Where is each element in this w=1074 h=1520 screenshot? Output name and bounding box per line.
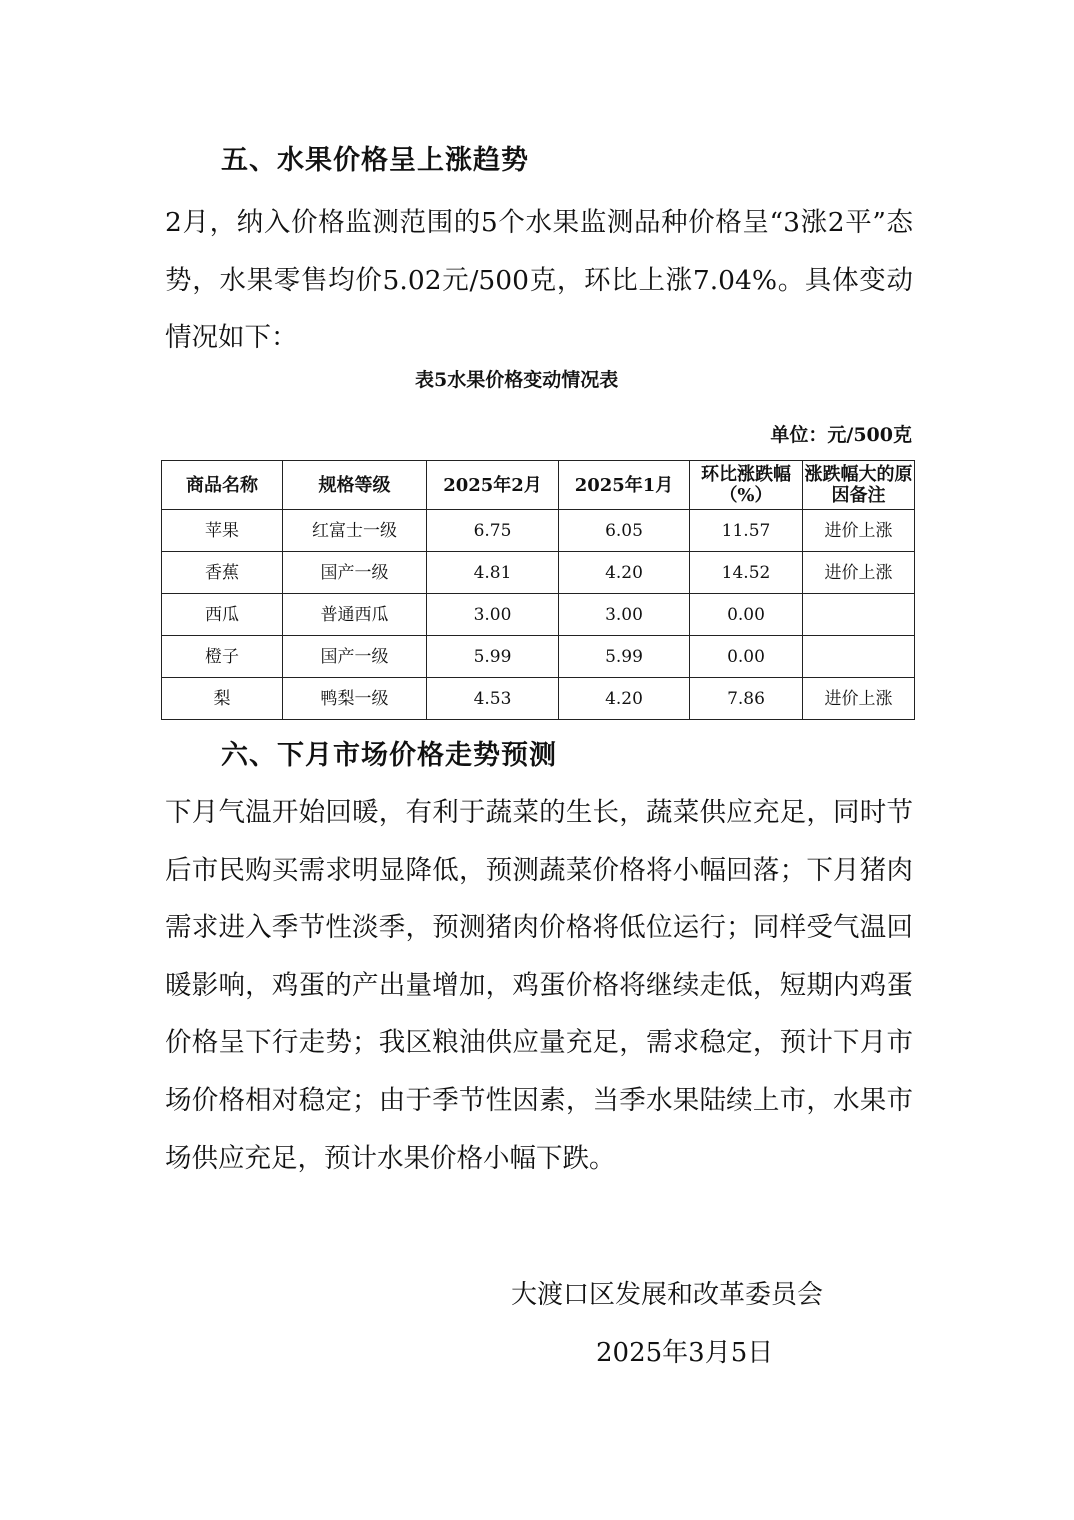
header-feb-2025: 2025年2月 — [427, 461, 559, 510]
header-product-name: 商品名称 — [162, 461, 283, 510]
cell-jan-price: 5.99 — [559, 636, 690, 678]
table-title: 表5水果价格变动情况表 — [415, 369, 619, 391]
cell-product: 苹果 — [162, 510, 283, 552]
table-header-row — [162, 461, 915, 510]
cell-grade: 国产一级 — [283, 552, 427, 594]
table-row — [162, 594, 915, 636]
cell-feb-price: 6.75 — [427, 510, 559, 552]
cell-product: 西瓜 — [162, 594, 283, 636]
cell-jan-price: 3.00 — [559, 594, 690, 636]
cell-change: 14.52 — [690, 552, 803, 594]
section-5-paragraph: 2月，纳入价格监测范围的5个水果监测品种价格呈“3涨2平”态势，水果零售均价5.02元/500克，环比上涨7.04%。具体变动情况如下： — [165, 207, 913, 354]
cell-product: 香蕉 — [162, 552, 283, 594]
signature-organization: 大渡口区发展和改革委员会 — [511, 1280, 824, 1310]
cell-product: 橙子 — [162, 636, 283, 678]
cell-feb-price: 3.00 — [427, 594, 559, 636]
section-6-heading: 六、下月市场价格走势预测 — [221, 740, 557, 771]
cell-change: 7.86 — [690, 678, 803, 720]
cell-feb-price: 4.53 — [427, 678, 559, 720]
header-jan-2025: 2025年1月 — [559, 461, 690, 510]
cell-grade: 普通西瓜 — [283, 594, 427, 636]
table-row — [162, 510, 915, 552]
fruit-price-table — [161, 460, 915, 720]
cell-note: 进价上涨 — [803, 678, 915, 720]
header-mom-change: 环比涨跌幅（%） — [690, 461, 803, 510]
cell-change: 0.00 — [690, 594, 803, 636]
cell-change: 0.00 — [690, 636, 803, 678]
cell-change: 11.57 — [690, 510, 803, 552]
cell-note — [803, 594, 915, 636]
cell-note: 进价上涨 — [803, 510, 915, 552]
section-6-paragraph: 下月气温开始回暖，有利于蔬菜的生长，蔬菜供应充足，同时节后市民购买需求明显降低，预测蔬菜价格将小幅回落；下月猪肉需求进入季节性淡季，预测猪肉价格将低位运行；同样受气温回暖影响，鸡蛋的产出量增加，鸡蛋价格将继续走低，短期内鸡蛋价格呈下行走势；我区粮油供应量充足，需求稳定，预计下月市场价格相对稳定；由于季节性因素，当季水果陆续上市，水果市场供应充足，预计水果价格小幅下跌。 — [165, 797, 913, 1174]
cell-jan-price: 4.20 — [559, 678, 690, 720]
signature-date: 2025年3月5日 — [596, 1338, 774, 1368]
section-5-heading: 五、水果价格呈上涨趋势 — [221, 145, 529, 176]
cell-feb-price: 4.81 — [427, 552, 559, 594]
table-unit: 单位：元/500克 — [770, 424, 912, 446]
cell-feb-price: 5.99 — [427, 636, 559, 678]
cell-grade: 红富士一级 — [283, 510, 427, 552]
cell-jan-price: 6.05 — [559, 510, 690, 552]
cell-grade: 鸭梨一级 — [283, 678, 427, 720]
table-row — [162, 552, 915, 594]
cell-jan-price: 4.20 — [559, 552, 690, 594]
header-grade: 规格等级 — [283, 461, 427, 510]
table-row — [162, 678, 915, 720]
cell-note: 进价上涨 — [803, 552, 915, 594]
cell-note — [803, 636, 915, 678]
header-reason-note: 涨跌幅大的原因备注 — [803, 461, 915, 510]
cell-grade: 国产一级 — [283, 636, 427, 678]
cell-product: 梨 — [162, 678, 283, 720]
table-row — [162, 636, 915, 678]
